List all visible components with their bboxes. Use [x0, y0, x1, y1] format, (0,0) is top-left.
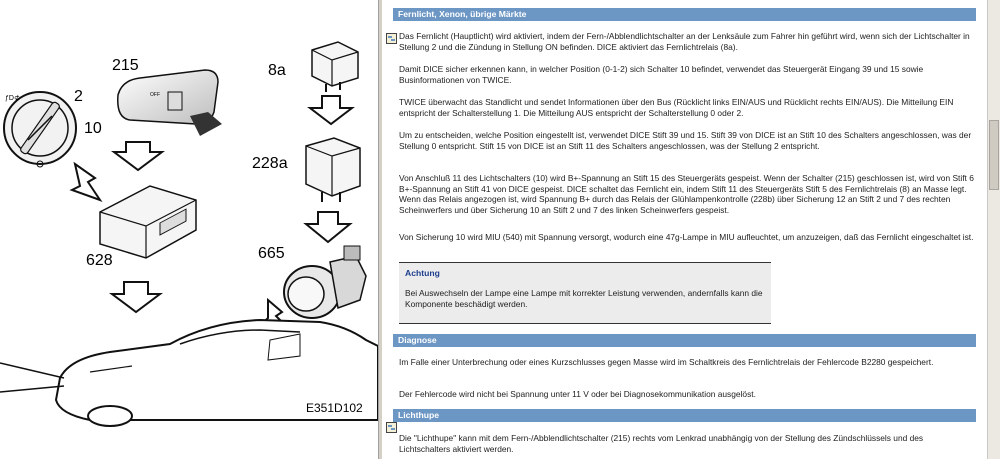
arrow-down-icon — [310, 96, 352, 124]
paragraph-dice-pins: Um zu entscheiden, welche Position eingestellt ist, verwendet DICE Stift 39 und 15. Stift 39 von DICE ist an Stift 10 des Schalters angeschlossen, was der Stellung 0 entspricht. Stift 15 von DICE ist an Stift 11 des Schalters angeschlossen, was der Stellung 2 entspricht. — [399, 130, 972, 151]
paragraph-miu: Von Sicherung 10 wird MIU (540) mit Spannung versorgt, wodurch eine 47g-Lampe in MIU aufleuchtet, um anzuzeigen, daß das Fernlicht eingeschaltet ist. — [399, 232, 974, 242]
section-title-diagnose: Diagnose — [393, 334, 976, 347]
svg-text:OFF: OFF — [150, 92, 160, 98]
scrollbar-thumb[interactable] — [989, 120, 999, 190]
relay-228a — [306, 138, 360, 202]
arrow-down-icon — [112, 282, 160, 312]
paragraph-switch-position: Damit DICE sicher erkennen kann, in welcher Position (0-1-2) sich Schalter 10 befindet, verwendet das Steuergerät Eingang 39 und 15 sowie Businformationen von TWICE. — [399, 64, 924, 85]
label-dial-side: 10 — [84, 120, 102, 137]
section-title-main: Fernlicht, Xenon, übrige Märkte — [393, 8, 976, 21]
diagram-code: E351D102 — [306, 401, 363, 415]
label-relay-top: 8a — [268, 62, 286, 79]
paragraph-highbeam-activation: Das Fernlicht (Hauptlicht) wird aktiviert, indem der Fern-/Abblendlichtschalter an der Lenksäule zum Fahrer hin geführt wird, wenn sich der Lichtschalter in Stellung 2 und die Zündung in Stellung ON befinden. DICE aktiviert das Fernlichtrelais (8a). — [399, 31, 970, 52]
label-relay-mid: 228a — [252, 155, 288, 172]
arrow-diagonal-icon — [72, 164, 100, 200]
paragraph-lichthupe: Die "Lichthupe" kann mit dem Fern-/Abblendlichtschalter (215) rechts vom Lenkrad unabhängig von der Stellung des Zündschlüssels und des Lichtschalters aktiviert werden. — [399, 433, 924, 454]
arrow-down-icon — [114, 142, 162, 170]
link-icon[interactable] — [386, 422, 397, 433]
paragraph-twice: TWICE überwacht das Standlicht und sendet Informationen über den Bus (Rücklicht links EIN/AUS und Rücklicht rechts EIN/AUS). Die Mitteilung EIN entspricht der Schalterstellung 1. Die Mitteilung AUS entspricht der Schalterstellung 0 oder 2. — [399, 97, 954, 118]
section-title-lichthupe: Lichthupe — [393, 409, 976, 422]
label-dial-top: 2 — [74, 88, 83, 105]
stalk-switch — [118, 70, 222, 136]
diagram-pane — [0, 0, 378, 459]
warning-note — [399, 262, 771, 324]
paragraph-diagnose-condition: Der Fehlercode wird nicht bei Spannung unter 11 V oder bei Diagnosekommunikation ausgelöst. — [399, 389, 756, 399]
label-headlamp: 665 — [258, 245, 285, 262]
note-text: Bei Auswechseln der Lampe eine Lampe mit korrekter Leistung verwenden, andernfalls kann die Komponente beschädigt werden. — [405, 288, 763, 309]
relay-8a — [312, 42, 358, 92]
vertical-scrollbar[interactable] — [987, 0, 1000, 459]
paragraph-diagnose-code: Im Falle einer Unterbrechung oder eines Kurzschlusses gegen Masse wird im Schaltkreis des Fernlichtrelais der Fehlercode B2280 gespeichert. — [399, 357, 934, 367]
note-title: Achtung — [405, 268, 440, 278]
text-pane — [383, 0, 987, 459]
label-control-unit: 628 — [86, 252, 113, 269]
paragraph-voltage-supply: Von Anschluß 11 des Lichtschalters (10) wird B+-Spannung an Stift 15 des Steuergeräts gespeist. Wenn der Schalter (215) geschlossen ist, wird von Stift 6 B+-Spannung an Stift 41 von DICE gespeist. DICE schaltet das Fernlicht ein, indem Stift 11 des Steuergeräts Stift 5 des Fernlichtrelais (8) an Masse legt. Wenn das Relais angezogen ist, wird Spannung B+ durch das Relais der Glühlampenkontrolle (228b) über Sicherung 12 an Stift 2 und 7 des rechten Scheinwerfers und über Sicherung 10 an Stift 2 und 7 des linken Scheinwerfers gespeist. — [399, 173, 974, 215]
control-unit — [100, 186, 196, 258]
headlamp-unit — [284, 246, 366, 318]
svg-text:ƒD⊄: ƒD⊄ — [5, 95, 20, 102]
arrow-down-icon — [306, 212, 350, 242]
label-switch-housing: 215 — [112, 57, 139, 74]
headlight-diagram — [0, 0, 378, 459]
link-icon[interactable] — [386, 33, 397, 44]
light-switch-dial — [4, 92, 76, 167]
